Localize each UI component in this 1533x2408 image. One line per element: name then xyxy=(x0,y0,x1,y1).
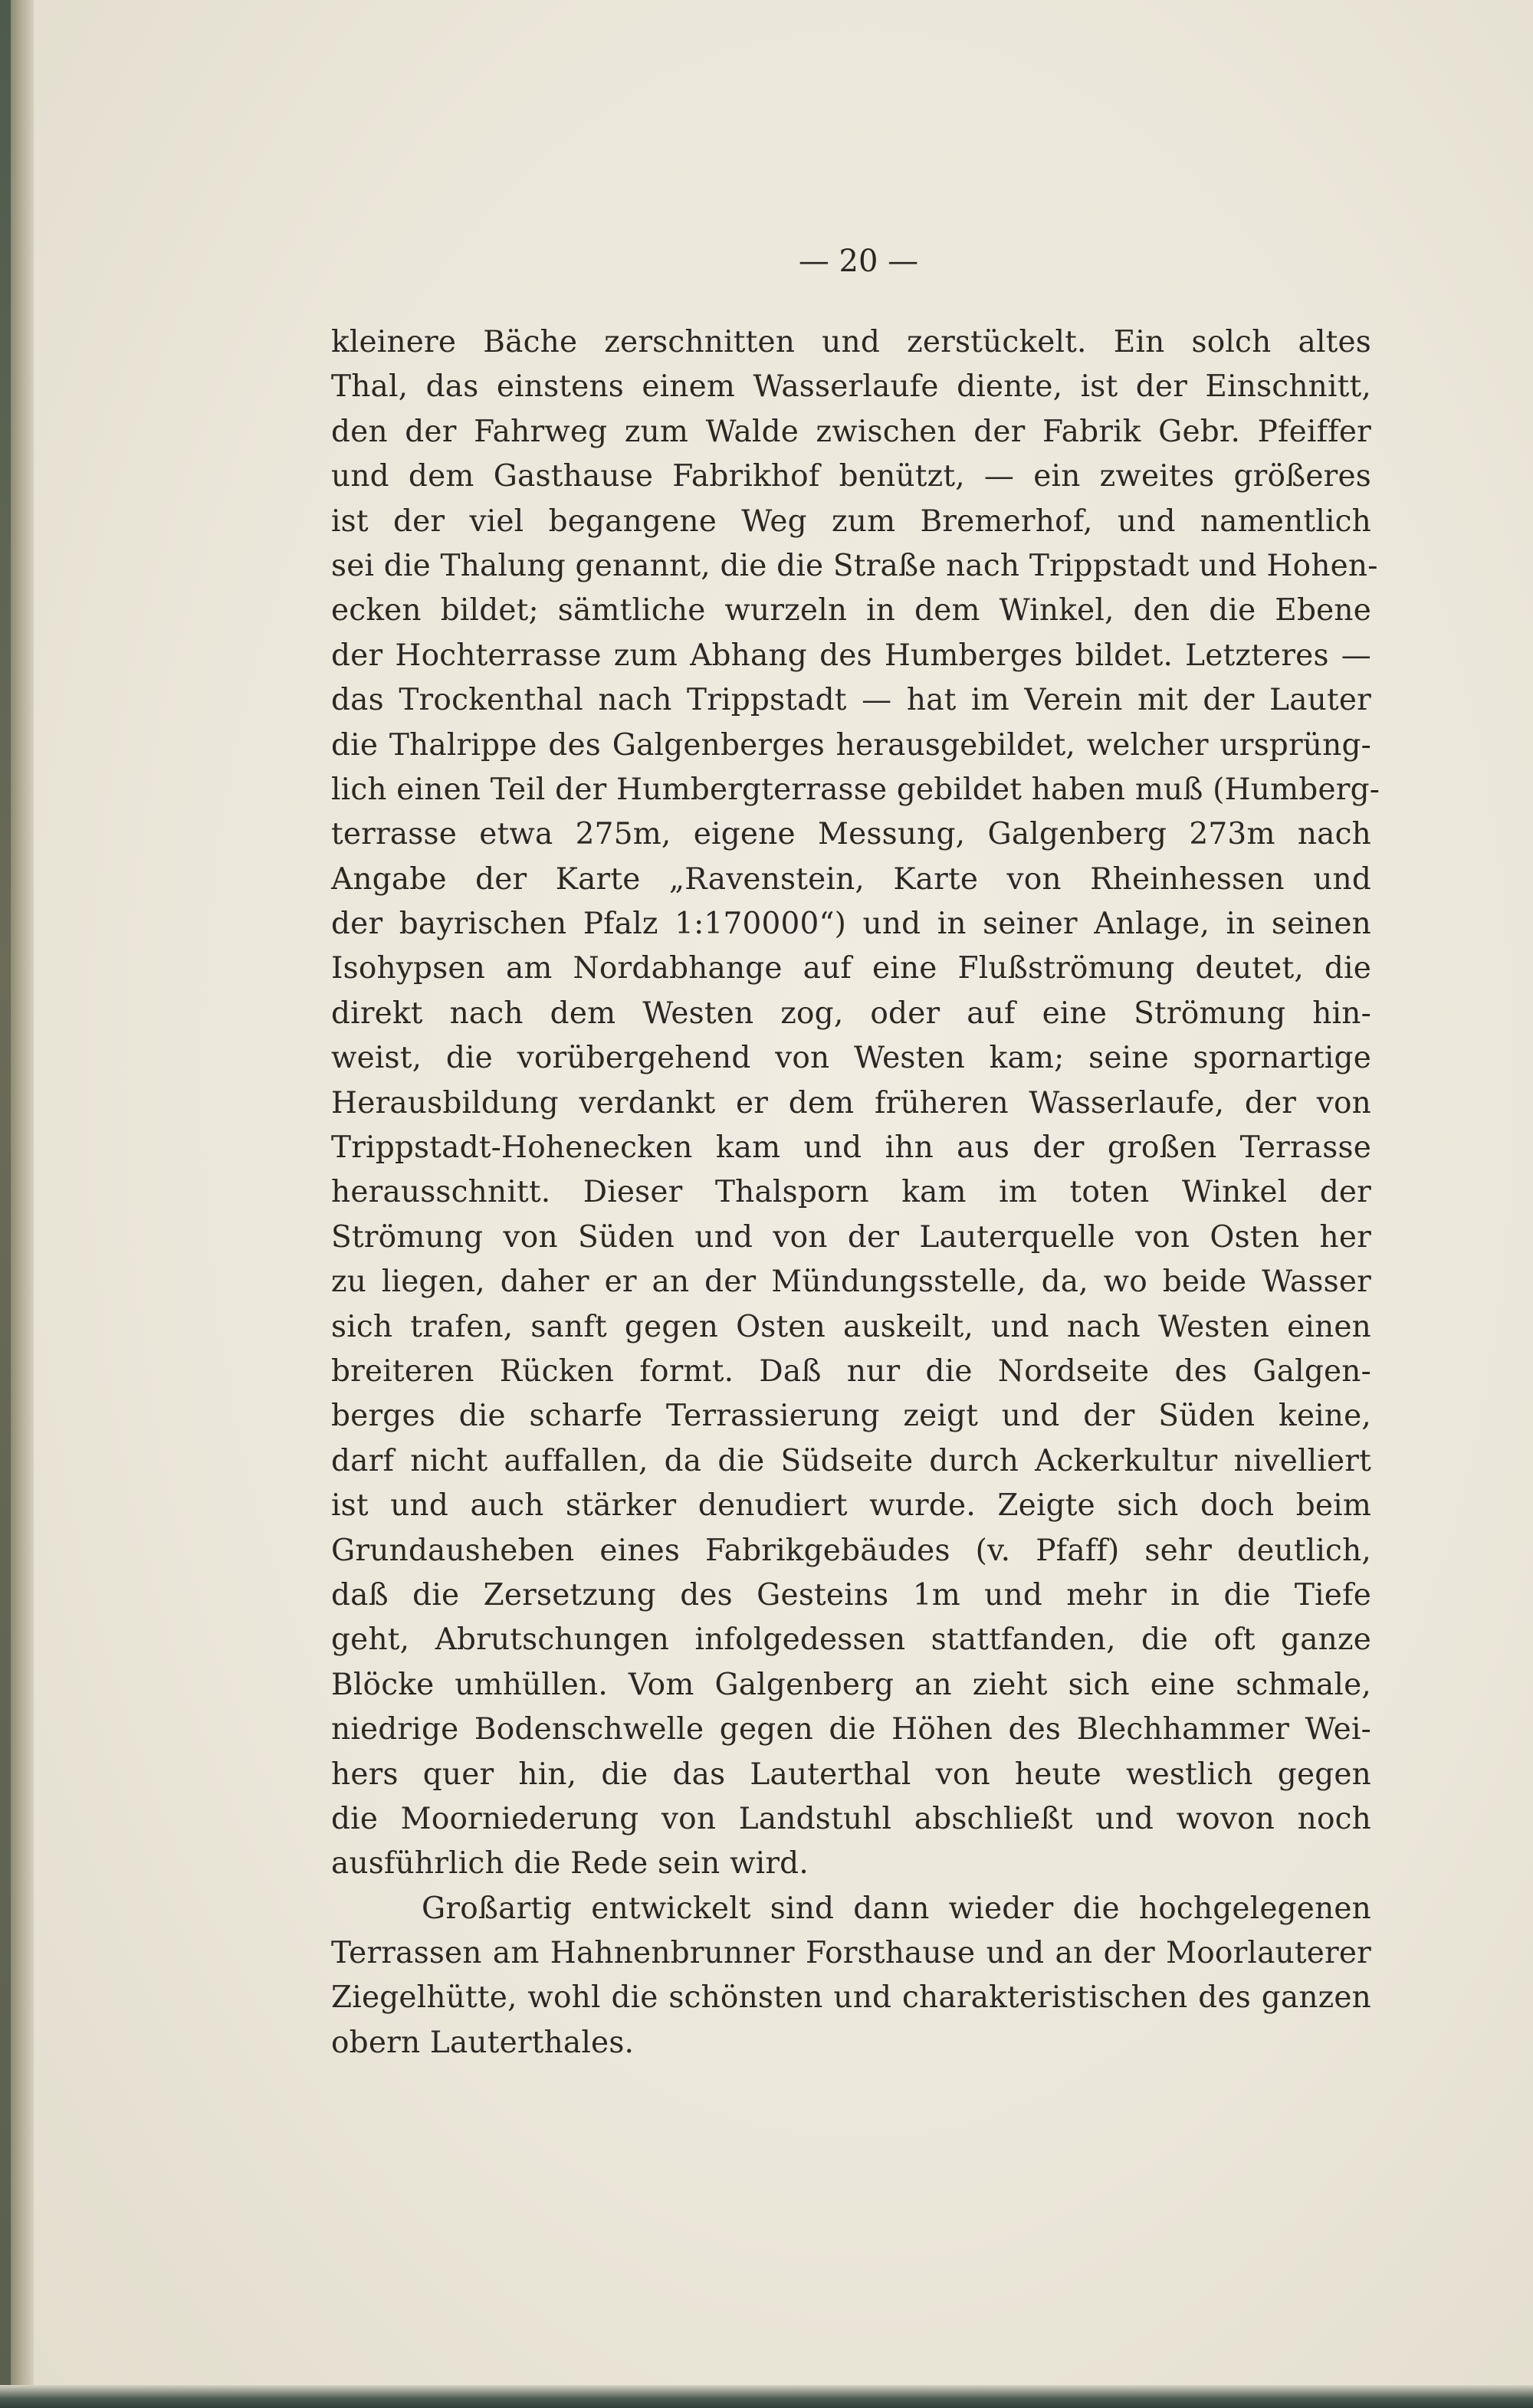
text-line: ist der viel begangene Weg zum Bremerhof, und namentlich xyxy=(331,504,1371,539)
page-number: — 20 — xyxy=(798,244,919,279)
text-line: die Moorniederung von Landstuhl abschließt und wovon noch xyxy=(331,1801,1371,1836)
text-line: lich einen Teil der Humbergterrasse gebildet haben muß (Humberg- xyxy=(331,772,1380,807)
text-line: weist, die vorübergehend von Westen kam; seine spornartige xyxy=(331,1041,1371,1076)
text-line: Strömung von Süden und von der Lauterquelle von Osten her xyxy=(331,1219,1371,1255)
page-bottom-edge xyxy=(0,2385,1533,2408)
text-line: zu liegen, daher er an der Mündungsstelle, da, wo beide Wasser xyxy=(331,1265,1371,1300)
text-line: Ziegelhütte, wohl die schönsten und charakteristischen des ganzen xyxy=(331,1980,1371,2016)
text-line: Isohypsen am Nordabhange auf eine Flußströmung deutet, die xyxy=(331,951,1371,986)
text-line: Herausbildung verdankt er dem früheren Wasserlaufe, der von xyxy=(331,1085,1371,1120)
text-line: sich trafen, sanft gegen Osten auskeilt, und nach Westen einen xyxy=(331,1309,1371,1344)
text-line: direkt nach dem Westen zog, oder auf eine Strömung hin- xyxy=(331,996,1371,1031)
text-line: breiteren Rücken formt. Daß nur die Nordseite des Galgen- xyxy=(331,1353,1371,1389)
text-line: ecken bildet; sämtliche wurzeln in dem Winkel, den die Ebene xyxy=(331,593,1371,628)
text-line: sei die Thalung genannt, die die Straße nach Trippstadt und Hohen- xyxy=(331,548,1378,583)
text-line: Terrassen am Hahnenbrunner Forsthause und an der Moorlauterer xyxy=(331,1936,1371,1971)
text-line: Trippstadt-Hohenecken kam und ihn aus der großen Terrasse xyxy=(331,1130,1371,1166)
text-line: ist und auch stärker denudiert wurde. Zeigte sich doch beim xyxy=(331,1488,1371,1524)
paragraph-2 xyxy=(331,1887,1371,2066)
text-line: hers quer hin, die das Lauterthal von heute westlich gegen xyxy=(331,1757,1371,1792)
text-line: der Hochterrasse zum Abhang des Humberges bildet. Letzteres — xyxy=(331,638,1371,673)
text-line: Blöcke umhüllen. Vom Galgenberg an zieht sich eine schmale, xyxy=(331,1667,1371,1702)
text-line: niedrige Bodenschwelle gegen die Höhen des Blechhammer Wei- xyxy=(331,1712,1371,1747)
text-line: das Trockenthal nach Trippstadt — hat im Verein mit der Lauter xyxy=(331,683,1371,718)
text-line: die Thalrippe des Galgenberges herausgebildet, welcher ursprüng- xyxy=(331,727,1371,763)
text-line: Angabe der Karte „Ravenstein, Karte von Rheinhessen und xyxy=(331,861,1371,897)
paragraph-1 xyxy=(331,320,1380,1887)
text-line: Großartig entwickelt sind dann wieder die hochgelegenen xyxy=(422,1891,1371,1926)
text-line: Thal, das einstens einem Wasserlaufe diente, ist der Einschnitt, xyxy=(331,369,1371,405)
text-line: Grundausheben eines Fabrikgebäudes (v. Pfaff) sehr deutlich, xyxy=(331,1533,1371,1568)
binding-edge xyxy=(0,0,11,2408)
body-text xyxy=(331,320,1380,2065)
text-line: kleinere Bäche zerschnitten und zerstückelt. Ein solch altes xyxy=(331,325,1371,359)
text-line: daß die Zersetzung des Gesteins 1m und mehr in die Tiefe xyxy=(331,1577,1371,1612)
text-line: den der Fahrweg zum Walde zwischen der Fabrik Gebr. Pfeiffer xyxy=(331,414,1371,449)
text-line: geht, Abrutschungen infolgedessen stattfanden, die oft ganze xyxy=(331,1622,1371,1658)
text-line: terrasse etwa 275m, eigene Messung, Galgenberg 273m nach xyxy=(331,817,1371,852)
text-line: obern Lauterthales. xyxy=(331,2025,635,2060)
text-line: darf nicht auffallen, da die Südseite durch Ackerkultur nivelliert xyxy=(331,1443,1371,1478)
text-line: der bayrischen Pfalz 1:170000“) und in seiner Anlage, in seinen xyxy=(331,907,1371,942)
text-line: berges die scharfe Terrassierung zeigt und der Süden keine, xyxy=(331,1399,1371,1434)
text-line: und dem Gasthause Fabrikhof benützt, — ein zweites größeres xyxy=(331,459,1371,494)
text-line: herausschnitt. Dieser Thalsporn kam im toten Winkel der xyxy=(331,1175,1371,1210)
text-line: ausführlich die Rede sein wird. xyxy=(331,1846,809,1881)
